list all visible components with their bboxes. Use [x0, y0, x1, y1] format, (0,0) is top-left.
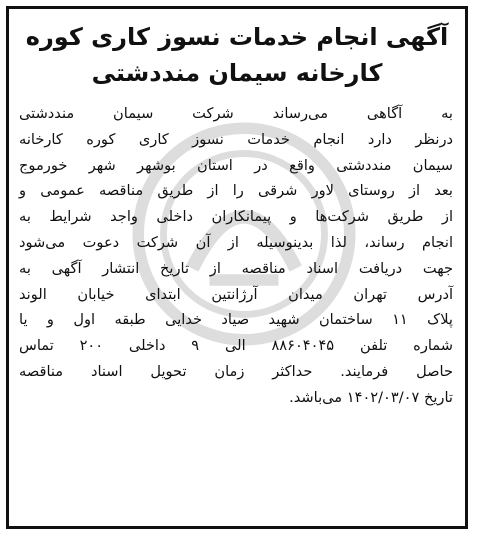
body-line: از طریق شرکت‌ها و پیمانکاران داخلی واجد شرایط به: [19, 208, 453, 226]
notice-title-line-2: کارخانه سیمان منددشتی: [91, 59, 383, 87]
body-line: به آگاهی می‌رساند شرکت سیمان منددشتی: [19, 105, 453, 122]
body-line: پلاک ۱۱ ساختمان شهید صیاد خدایی طبقه اول و یا: [19, 311, 453, 329]
body-line: انجام رساند، لذا بدینوسیله از آن شرکت دعوت می‌شود: [19, 233, 453, 251]
notice-frame: [6, 6, 468, 529]
notice-body: [19, 101, 453, 411]
body-line: سیمان منددشتی واقع در استان بوشهر شهر خورموج: [19, 156, 453, 174]
notice-title-line-1: آگهی انجام خدمات نسوز کاری کوره: [25, 23, 449, 51]
body-line: آدرس تهران میدان آرژانتین ابتدای خیابان الوند: [19, 285, 453, 303]
body-line: شماره تلفن ۸۸۶۰۴۰۴۵ الی ۹ داخلی ۲۰۰ تماس: [19, 337, 453, 355]
body-line: حاصل فرمایند. حداکثر زمان تحویل اسناد مناقصه: [19, 362, 453, 380]
notice-title: [17, 19, 457, 91]
body-line: درنظر دارد انجام خدمات نسوز کاری کوره کارخانه: [19, 130, 453, 148]
body-line: تاریخ ۱۴۰۲/۰۳/۰۷ می‌باشد.: [289, 388, 453, 406]
body-line: جهت دریافت اسناد مناقصه از تاریخ انتشار آگهی به: [19, 259, 453, 277]
body-line: بعد از روستای لاور شرقی را از طریق مناقصه عمومی و: [19, 182, 453, 200]
